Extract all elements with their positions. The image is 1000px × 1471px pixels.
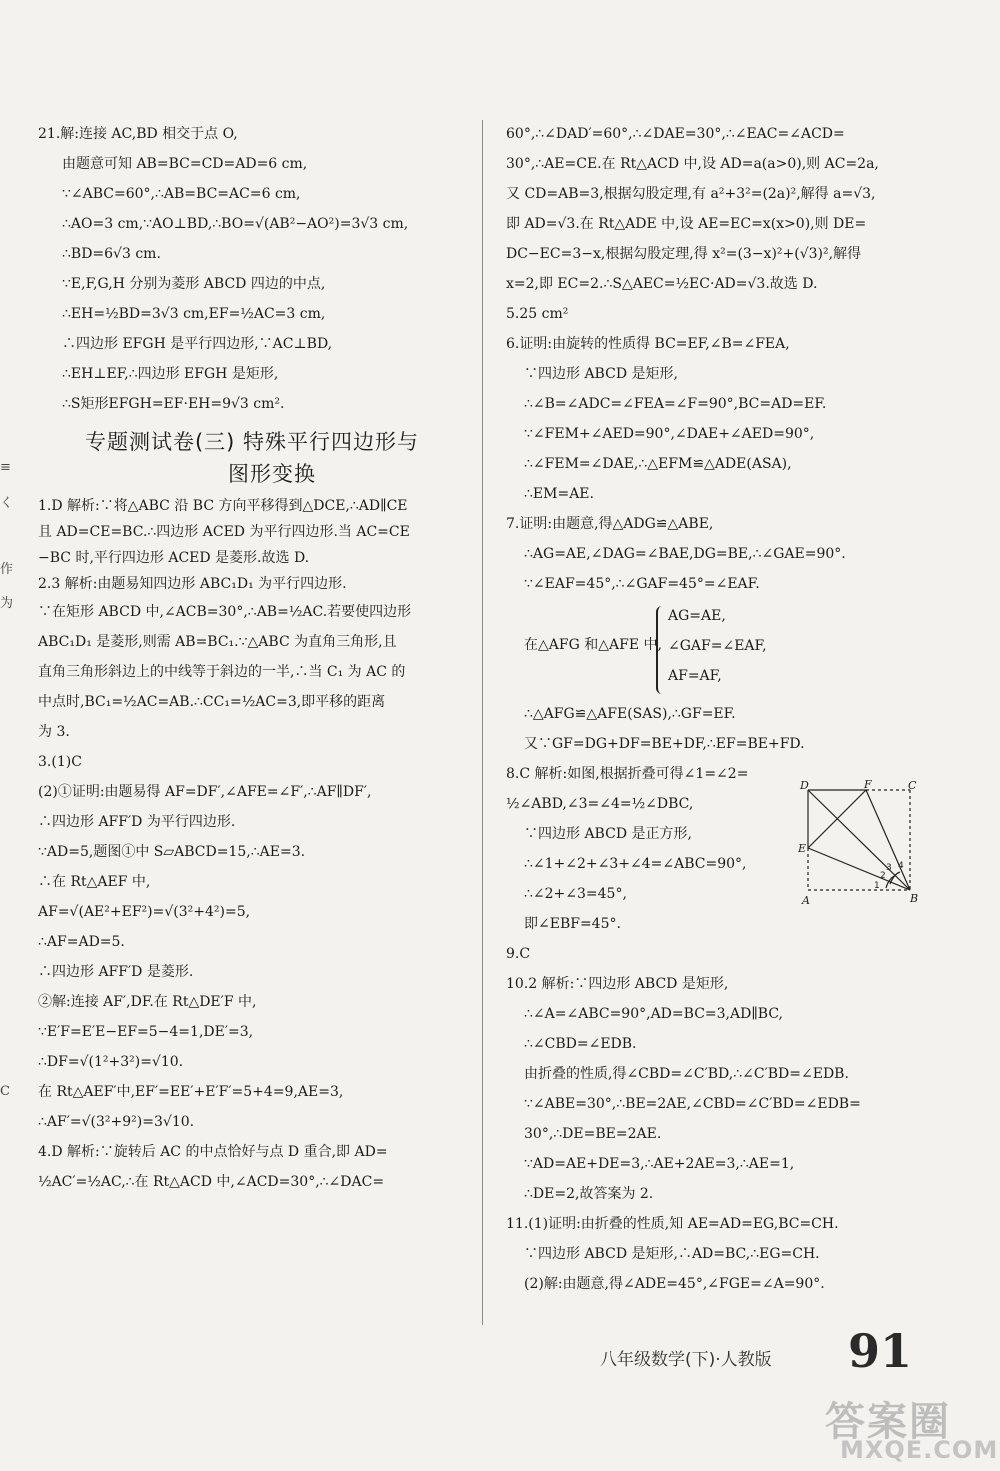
q21-line-3: ∵∠ABC=60°,∴AB=BC=AC=6 cm, xyxy=(62,186,301,202)
q4-continued-line: 又 CD=AB=3,根据勾股定理,有 a²+3²=(2a)²,解得 a=√3, xyxy=(506,186,876,202)
q21-line-2: 由题意可知 AB=BC=CD=AD=6 cm, xyxy=(62,156,308,172)
answer-line: 直角三角形斜边上的中线等于斜边的一半,∴当 C₁ 为 AC 的 xyxy=(38,664,406,680)
q21-line-5: ∴BD=6√3 cm. xyxy=(62,246,161,262)
angle-3-label: 3 xyxy=(886,863,892,873)
edge-mark: ≡ xyxy=(0,460,11,475)
q11-line: ∵四边形 ABCD 是矩形,∴AD=BC,∴EG=CH. xyxy=(524,1246,820,1262)
q21-line-1: 21.解:连接 AC,BD 相交于点 O, xyxy=(38,126,238,142)
q6-line: ∴∠FEM=∠DAE,∴△EFM≌△ADE(ASA), xyxy=(524,456,792,472)
watermark-logo: 答案圈 xyxy=(825,1399,951,1445)
answer-line: AF=√(AE²+EF²)=√(3²+4²)=5, xyxy=(38,904,251,920)
answer-line: ∴四边形 AFF′D 是菱形. xyxy=(38,964,194,980)
angle-4-label: 4 xyxy=(898,861,904,871)
section-title-line-1: 专题测试卷(三) 特殊平行四边形与 xyxy=(84,430,420,454)
brace-symbol xyxy=(656,606,666,694)
answer-line: ∴四边形 AFF′D 为平行四边形. xyxy=(38,814,236,830)
label-b: B xyxy=(910,892,919,905)
q8-line: 即∠EBF=45°. xyxy=(524,916,621,932)
answer-line: ½AC′=½AC,∴在 Rt△ACD 中,∠ACD=30°,∴∠DAC= xyxy=(38,1174,385,1190)
label-d: D xyxy=(800,780,809,792)
answer-line: ∵在矩形 ABCD 中,∠ACB=30°,∴AB=½AC.若要使四边形 xyxy=(38,604,412,620)
q9-answer: 9.C xyxy=(506,946,531,962)
watermark-url: MXQE.COM xyxy=(840,1436,999,1464)
q10-line: ∴∠A=∠ABC=90°,AD=BC=3,AD∥BC, xyxy=(524,1006,783,1022)
answer-line: 在 Rt△AEF′中,EF′=EE′+E′F′=5+4=9,AE=3, xyxy=(38,1084,344,1100)
q6-line: ∵∠FEM+∠AED=90°,∠DAE+∠AED=90°, xyxy=(524,426,815,442)
section-title xyxy=(38,426,466,490)
answer-line: ∵AD=5,题图①中 S▱ABCD=15,∴AE=3. xyxy=(38,844,306,860)
brace-condition-1: AG=AE, xyxy=(668,608,726,624)
q21-line-8: ∴四边形 EFGH 是平行四边形,∵AC⊥BD, xyxy=(62,336,333,352)
answer-line: 为 3. xyxy=(38,724,70,740)
q10-line: ∴∠CBD=∠EDB. xyxy=(524,1036,637,1052)
q8-line: 8.C 解析:如图,根据折叠可得∠1=∠2= xyxy=(506,766,749,782)
label-f: F xyxy=(864,780,872,791)
answer-line: ∴在 Rt△AEF 中, xyxy=(38,874,151,890)
answer-line: ②解:连接 AF′,DF.在 Rt△DE′F 中, xyxy=(38,994,257,1010)
q21-line-9: ∴EH⊥EF,∴四边形 EFGH 是矩形, xyxy=(62,366,279,382)
q7-line: ∴AG=AE,∠DAG=∠BAE,DG=BE,∴∠GAE=90°. xyxy=(524,546,846,562)
q7-line: ∴△AFG≌△AFE(SAS),∴GF=EF. xyxy=(524,706,736,722)
answer-line: 中点时,BC₁=½AC=AB.∴CC₁=½AC=3,即平移的距离 xyxy=(38,694,386,710)
q4-continued-line: 60°,∴∠DAD′=60°,∴∠DAE=30°,∴∠EAC=∠ACD= xyxy=(506,126,845,142)
q10-line: 由折叠的性质,得∠CBD=∠C′BD,∴∠C′BD=∠EDB. xyxy=(524,1066,849,1082)
edge-mark: C xyxy=(0,1084,10,1099)
label-a: A xyxy=(802,894,810,907)
answer-line: ∴AF′=√(3²+9²)=3√10. xyxy=(38,1114,195,1130)
q8-line: ½∠ABD,∠3=∠4=½∠DBC, xyxy=(506,796,694,812)
q7-line: ∵∠EAF=45°,∴∠GAF=45°=∠EAF. xyxy=(524,576,760,592)
edge-mark: く xyxy=(0,496,14,511)
q10-line: 10.2 解析:∵四边形 ABCD 是矩形, xyxy=(506,976,729,992)
answer-line: 且 AD=CE=BC.∴四边形 ACED 为平行四边形.当 AC=CE xyxy=(38,524,410,540)
left-column xyxy=(38,120,466,1198)
q10-line: 30°,∴DE=BE=2AE. xyxy=(524,1126,662,1142)
book-footer: 八年级数学(下)·人教版 xyxy=(600,1350,772,1370)
answer-line: ABC₁D₁ 是菱形,则需 AB=BC₁.∵△ABC 为直角三角形,且 xyxy=(38,634,397,650)
answer-line: −BC 时,平行四边形 ACED 是菱形.故选 D. xyxy=(38,550,310,566)
edge-mark: 作 xyxy=(0,562,14,577)
answer-line: 2.3 解析:由题易知四边形 ABC₁D₁ 为平行四边形. xyxy=(38,576,347,592)
label-e: E xyxy=(798,842,807,855)
answer-line: 1.D 解析:∵将△ABC 沿 BC 方向平移得到△DCE,∴AD∥CE xyxy=(38,498,408,514)
answer-line: ∵E′F=E′E−EF=5−4=1,DE′=3, xyxy=(38,1024,254,1040)
column-divider xyxy=(482,120,483,1325)
q4-continued-line: 即 AD=√3.在 Rt△ADE 中,设 AE=EC=x(x>0),则 DE= xyxy=(506,216,867,232)
right-column xyxy=(506,120,924,1300)
q10-line: ∵∠ABE=30°,∴BE=2AE,∠CBD=∠C′BD=∠EDB= xyxy=(524,1096,861,1112)
q7-line: 7.证明:由题意,得△ADG≌△ABE, xyxy=(506,516,714,532)
angle-2-label: 2 xyxy=(880,871,886,881)
q21-line-10: ∴S矩形EFGH=EF·EH=9√3 cm². xyxy=(62,396,285,412)
label-c: C xyxy=(908,780,917,792)
answer-line: 3.(1)C xyxy=(38,754,82,770)
page-number: 91 xyxy=(848,1324,913,1378)
q7-line: 又∵GF=DG+DF=BE+DF,∴EF=BE+FD. xyxy=(524,736,805,752)
edge-mark: 为 xyxy=(0,596,14,611)
brace-label: 在△AFG 和△AFE 中, xyxy=(524,637,662,653)
q8-line: ∴∠1+∠2+∠3+∠4=∠ABC=90°, xyxy=(524,856,747,872)
brace-condition-2: ∠GAF=∠EAF, xyxy=(668,638,767,654)
q10-line: ∴DE=2,故答案为 2. xyxy=(524,1186,654,1202)
q21-line-4: ∴AO=3 cm,∵AO⊥BD,∴BO=√(AB²−AO²)=3√3 cm, xyxy=(62,216,409,232)
answer-line: ∴AF=AD=5. xyxy=(38,934,125,950)
q11-line: 11.(1)证明:由折叠的性质,知 AE=AD=EG,BC=CH. xyxy=(506,1216,839,1232)
congruence-brace xyxy=(506,600,924,700)
q5-answer: 5.25 cm² xyxy=(506,306,569,322)
answer-line: (2)①证明:由题易得 AF=DF′,∠AFE=∠F′,∴AF∥DF′, xyxy=(38,784,372,800)
q6-line: 6.证明:由旋转的性质得 BC=EF,∠B=∠FEA, xyxy=(506,336,790,352)
q4-continued-line: x=2,即 EC=2.∴S△AEC=½EC·AD=√3.故选 D. xyxy=(506,276,818,292)
answer-line: ∴DF=√(1²+3²)=√10. xyxy=(38,1054,184,1070)
q21-line-6: ∵E,F,G,H 分别为菱形 ABCD 四边的中点, xyxy=(62,276,326,292)
q6-line: ∴∠B=∠ADC=∠FEA=∠F=90°,BC=AD=EF. xyxy=(524,396,827,412)
answer-line: 4.D 解析:∵旋转后 AC 的中点恰好与点 D 重合,即 AD= xyxy=(38,1144,388,1160)
q4-continued-line: DC−EC=3−x,根据勾股定理,得 x²=(3−x)²+(√3)²,解得 xyxy=(506,246,862,262)
q21-line-7: ∴EH=½BD=3√3 cm,EF=½AC=3 cm, xyxy=(62,306,326,322)
q4-continued-line: 30°,∴AE=CE.在 Rt△ACD 中,设 AD=a(a>0),则 AC=2a, xyxy=(506,156,879,172)
brace-condition-3: AF=AF, xyxy=(668,668,722,684)
q8-line: ∵四边形 ABCD 是正方形, xyxy=(524,826,692,842)
q8-square-figure xyxy=(798,780,922,908)
q11-line: (2)解:由题意,得∠ADE=45°,∠FGE=∠A=90°. xyxy=(524,1276,825,1292)
q8-line: ∴∠2+∠3=45°, xyxy=(524,886,627,902)
q6-line: ∴EM=AE. xyxy=(524,486,594,502)
q10-line: ∵AD=AE+DE=3,∴AE+2AE=3,∴AE=1, xyxy=(524,1156,795,1172)
angle-1-label: 1 xyxy=(874,881,880,891)
q6-line: ∵四边形 ABCD 是矩形, xyxy=(524,366,678,382)
section-title-line-2: 图形变换 xyxy=(228,462,316,486)
